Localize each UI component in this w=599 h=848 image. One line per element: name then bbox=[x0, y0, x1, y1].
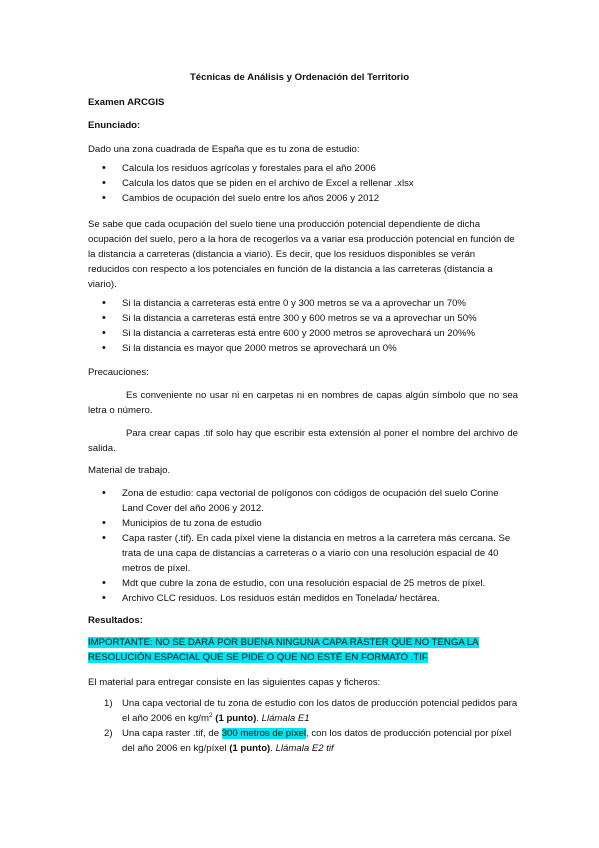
important-notice bbox=[88, 635, 518, 665]
list-item: • Cambios de ocupación del suelo entre los años 2006 y 2012 bbox=[88, 191, 518, 206]
list-item: • Si la distancia es mayor que 2000 metros se aprovechará un 0% bbox=[88, 341, 518, 356]
list-item: • Municipios de tu zona de estudio bbox=[88, 516, 518, 531]
exam-heading: Examen ARCGIS bbox=[88, 97, 165, 108]
points: (1 punto) bbox=[229, 743, 271, 754]
list-item: • Capa raster (.tif). En cada píxel viene la distancia en metros a la carretera más cercana. Se trata de una capa de distancias a carreteras o a viario con una resolución espacial de 40 metros de píxel. bbox=[88, 531, 518, 576]
list-item: • Mdt que cubre la zona de estudio, con una resolución espacial de 25 metros de píxel. bbox=[88, 576, 518, 591]
precaution-paragraph: Para crear capas .tif solo hay que escribir esta extensión al poner el nombre del archivo de salida. bbox=[88, 428, 518, 454]
task-list bbox=[88, 161, 518, 206]
distance-rules-list bbox=[88, 296, 518, 356]
deliver-intro: El material para entregar consiste en las siguientes capas y ficheros: bbox=[88, 677, 381, 688]
deliverables-list bbox=[88, 696, 518, 756]
item-number: 1) bbox=[104, 698, 113, 709]
list-item: 2) Una capa raster .tif, de 300 metros de píxel, con los datos de producción potencial por píxel del año 2006 en kg/píxel (1 punto). Llámala E2 tif bbox=[104, 728, 512, 754]
important-highlight: IMPORTANTE: NO SE DARÁ POR BUENA NINGUNA CAPA RÁSTER QUE NO TENGA LA RESOLUCIÓN ESPACIAL QUE SE PIDE O QUE NO ESTÉ EN FORMATO .TIF bbox=[88, 637, 479, 663]
intro-text: Dado una zona cuadrada de España que es tu zona de estudio: bbox=[88, 144, 360, 155]
layer-name: Llámala E1 bbox=[261, 713, 310, 724]
list-item: • Si la distancia a carreteras está entre 0 y 300 metros se va a aprovechar un 70% bbox=[88, 296, 518, 311]
list-item: • Zona de estudio: capa vectorial de polígonos con códigos de ocupación del suelo Corine Land Cover del año 2006 y 2012. bbox=[88, 486, 518, 516]
material-heading: Material de trabajo. bbox=[88, 465, 171, 476]
item-text: , con los datos de producción potencial por píxel del año 2006 en kg/píxel bbox=[122, 728, 512, 754]
list-item: • Si la distancia a carreteras está entre 600 y 2000 metros se aprovechará un 20%% bbox=[88, 326, 518, 341]
resultados-heading: Resultados: bbox=[88, 615, 143, 626]
list-item: • Si la distancia a carreteras está entre 300 y 600 metros se va a aprovechar un 50% bbox=[88, 311, 518, 326]
precauciones-heading: Precauciones: bbox=[88, 367, 149, 378]
item-number: 2) bbox=[104, 728, 113, 739]
highlighted-text: 300 metros de píxel bbox=[221, 728, 306, 739]
item-text: Una capa vectorial de tu zona de estudio con los datos de producción potencial pedidos para el año 2006 en kg/m bbox=[122, 698, 518, 724]
superscript: 2 bbox=[208, 711, 213, 719]
list-item: 1) Una capa vectorial de tu zona de estudio con los datos de producción potencial pedidos para el año 2006 en $kg/m^2$ (1 punto). Llámala E1 bbox=[104, 698, 518, 724]
list-item: • Calcula los datos que se piden en el archivo de Excel a rellenar .xlsx bbox=[88, 176, 518, 191]
item-text: Una capa raster .tif, de bbox=[122, 728, 222, 739]
precaution-paragraph: Es conveniente no usar ni en carpetas ni en nombres de capas algún símbolo que no sea letra o número. bbox=[88, 390, 518, 416]
layer-name: Llámala E2 tif bbox=[275, 743, 334, 754]
paragraph: Se sabe que cada ocupación del suelo tiene una producción potencial dependiente de dicha ocupación del suelo, pero a la hora de recogerlos va a variar esa producción potencial en función de la distancia a carreteras (distancia a viario). Es decir, que los residuos disponibles se verán reducidos con respecto a los potenciales en función de la distancia a las carreteras (distancia a viario). bbox=[88, 219, 515, 290]
document-title: Técnicas de Análisis y Ordenación del Territorio bbox=[189, 72, 410, 83]
enunciado-heading: Enunciado: bbox=[88, 120, 141, 131]
list-item: • Calcula los residuos agrícolas y forestales para el año 2006 bbox=[88, 161, 518, 176]
list-item: • Archivo CLC residuos. Los residuos están medidos en Tonelada/ hectárea. bbox=[88, 591, 518, 606]
materials-list bbox=[88, 486, 518, 606]
points: (1 punto) bbox=[215, 713, 257, 724]
